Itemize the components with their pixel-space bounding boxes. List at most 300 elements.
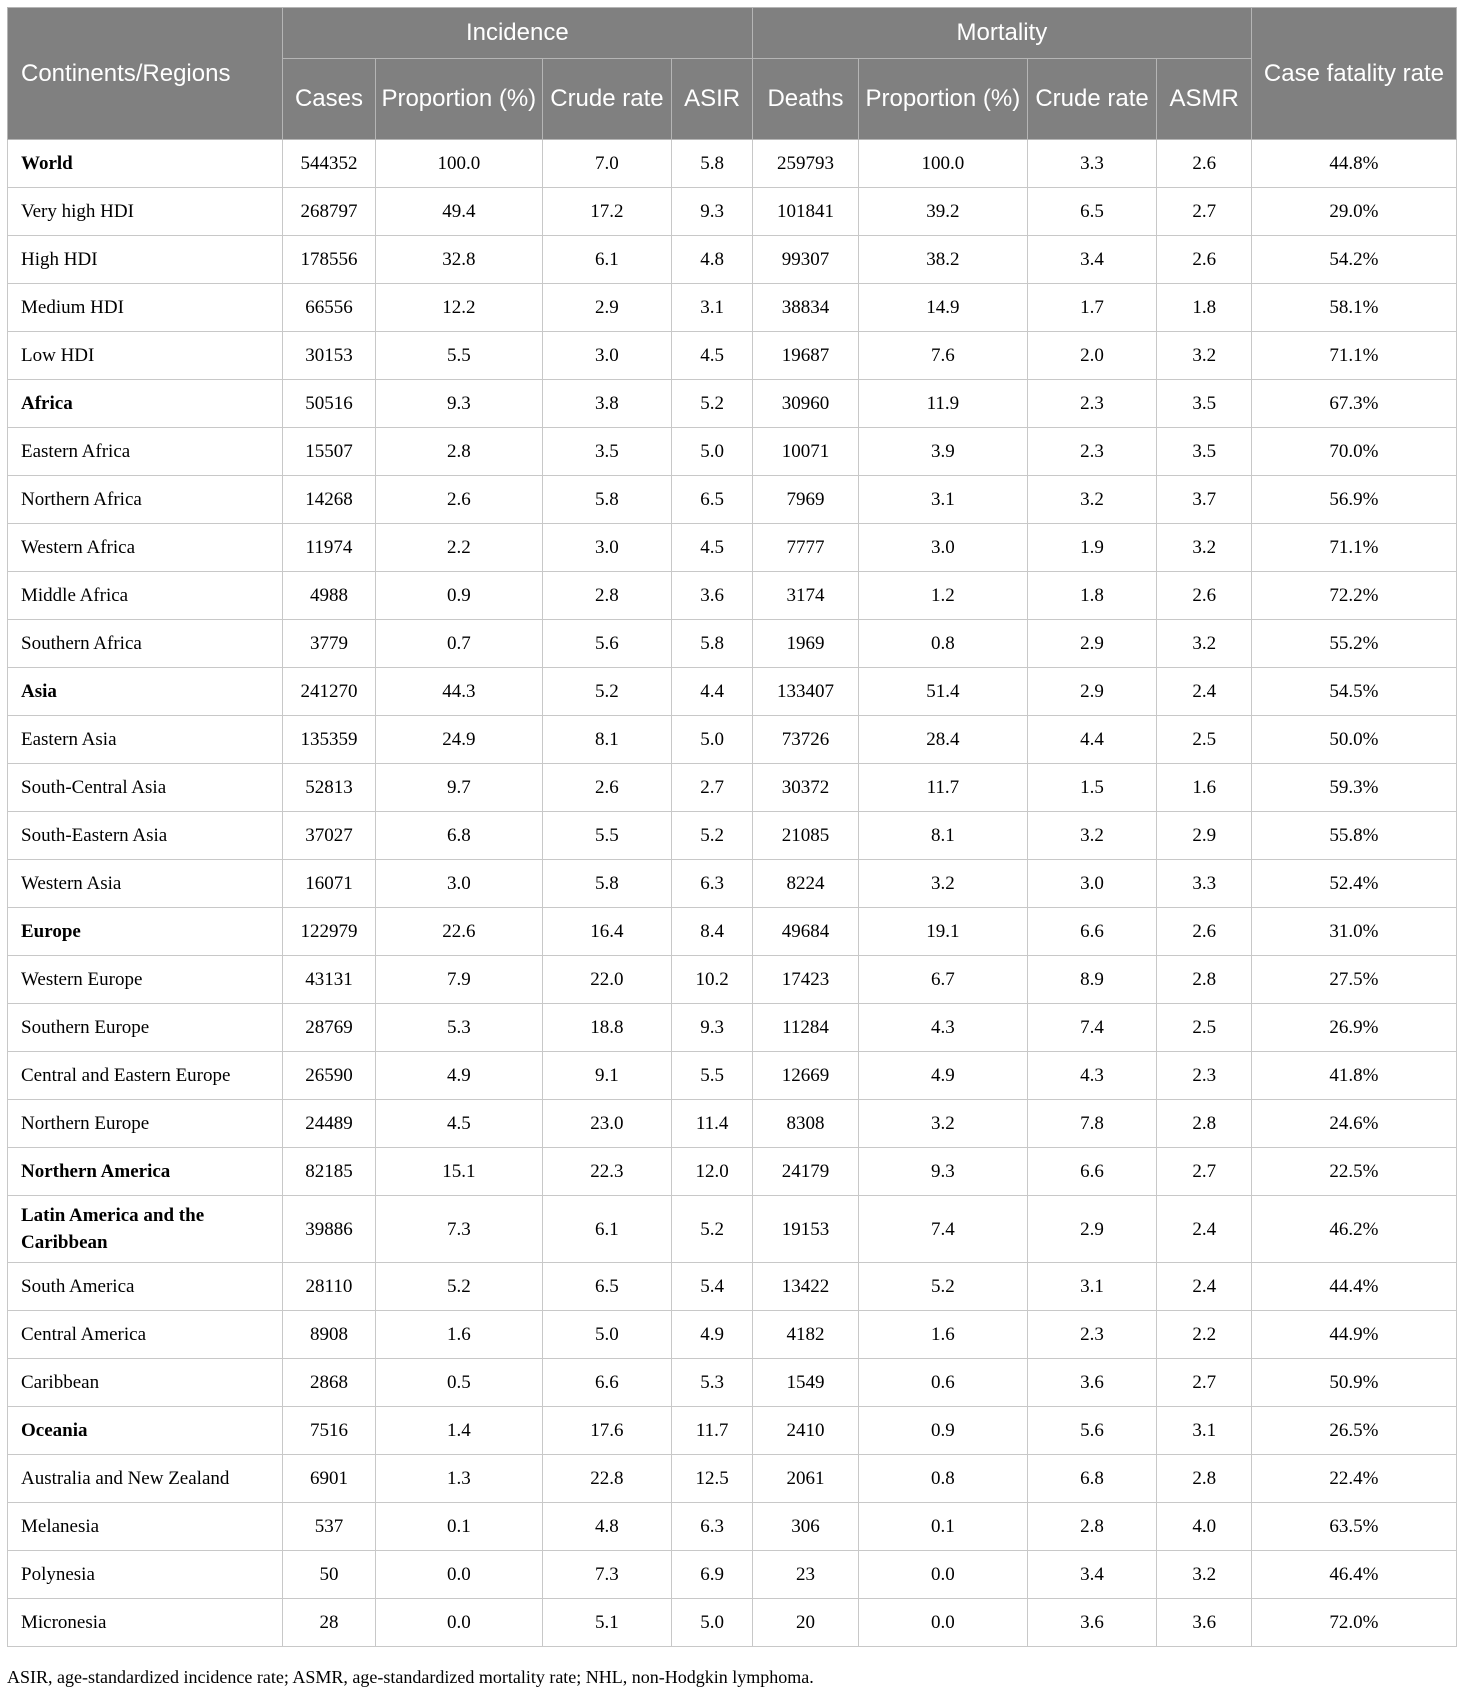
value-cell: 0.8 bbox=[859, 620, 1028, 668]
value-cell: 2.8 bbox=[1027, 1503, 1157, 1551]
value-cell: 17.6 bbox=[542, 1407, 672, 1455]
value-cell: 0.0 bbox=[376, 1551, 542, 1599]
table-row bbox=[8, 428, 1457, 476]
value-cell: 1.8 bbox=[1027, 572, 1157, 620]
value-cell: 6.9 bbox=[672, 1551, 753, 1599]
value-cell: 14.9 bbox=[859, 284, 1028, 332]
value-cell: 10071 bbox=[752, 428, 858, 476]
value-cell: 30153 bbox=[282, 332, 375, 380]
value-cell: 4182 bbox=[752, 1311, 858, 1359]
value-cell: 3.0 bbox=[1027, 860, 1157, 908]
value-cell: 3.6 bbox=[1157, 1599, 1251, 1647]
value-cell: 46.4% bbox=[1251, 1551, 1456, 1599]
value-cell: 3.1 bbox=[672, 284, 753, 332]
value-cell: 15.1 bbox=[376, 1148, 542, 1196]
value-cell: 7.3 bbox=[542, 1551, 672, 1599]
table-footnote: ASIR, age-standardized incidence rate; ASMR, age-standardized mortality rate; NHL, non-Hodgkin lymphoma. bbox=[7, 1667, 814, 1687]
value-cell: 3.5 bbox=[1157, 428, 1251, 476]
value-cell: 3.9 bbox=[859, 428, 1028, 476]
header-asir: ASIR bbox=[672, 59, 753, 140]
value-cell: 4.8 bbox=[672, 236, 753, 284]
table-row bbox=[8, 668, 1457, 716]
value-cell: 49.4 bbox=[376, 188, 542, 236]
value-cell: 268797 bbox=[282, 188, 375, 236]
value-cell: 6.6 bbox=[1027, 1148, 1157, 1196]
value-cell: 16.4 bbox=[542, 908, 672, 956]
header-cases: Cases bbox=[282, 59, 375, 140]
region-name-cell: Polynesia bbox=[8, 1551, 283, 1599]
value-cell: 14268 bbox=[282, 476, 375, 524]
table-row bbox=[8, 1196, 1457, 1263]
value-cell: 3.2 bbox=[859, 1100, 1028, 1148]
value-cell: 7.3 bbox=[376, 1196, 542, 1263]
header-incidence-crude-rate: Crude rate bbox=[542, 59, 672, 140]
value-cell: 8.1 bbox=[859, 812, 1028, 860]
value-cell: 5.2 bbox=[672, 812, 753, 860]
value-cell: 17.2 bbox=[542, 188, 672, 236]
value-cell: 54.2% bbox=[1251, 236, 1456, 284]
value-cell: 39886 bbox=[282, 1196, 375, 1263]
value-cell: 12.0 bbox=[672, 1148, 753, 1196]
value-cell: 22.6 bbox=[376, 908, 542, 956]
value-cell: 2.8 bbox=[1157, 1455, 1251, 1503]
value-cell: 8.1 bbox=[542, 716, 672, 764]
value-cell: 49684 bbox=[752, 908, 858, 956]
value-cell: 1.5 bbox=[1027, 764, 1157, 812]
region-name-cell: Micronesia bbox=[8, 1599, 283, 1647]
value-cell: 0.0 bbox=[376, 1599, 542, 1647]
value-cell: 3.2 bbox=[1157, 620, 1251, 668]
value-cell: 0.1 bbox=[376, 1503, 542, 1551]
value-cell: 6.6 bbox=[1027, 908, 1157, 956]
region-name-cell: Melanesia bbox=[8, 1503, 283, 1551]
table-row bbox=[8, 812, 1457, 860]
value-cell: 4.3 bbox=[1027, 1052, 1157, 1100]
value-cell: 30960 bbox=[752, 380, 858, 428]
region-name-cell: Europe bbox=[8, 908, 283, 956]
value-cell: 6.7 bbox=[859, 956, 1028, 1004]
table-row bbox=[8, 284, 1457, 332]
value-cell: 5.5 bbox=[376, 332, 542, 380]
region-name-cell: Low HDI bbox=[8, 332, 283, 380]
value-cell: 9.3 bbox=[376, 380, 542, 428]
value-cell: 5.8 bbox=[542, 860, 672, 908]
value-cell: 82185 bbox=[282, 1148, 375, 1196]
value-cell: 22.5% bbox=[1251, 1148, 1456, 1196]
value-cell: 26.9% bbox=[1251, 1004, 1456, 1052]
value-cell: 3.3 bbox=[1027, 140, 1157, 188]
value-cell: 122979 bbox=[282, 908, 375, 956]
value-cell: 7.4 bbox=[859, 1196, 1028, 1263]
value-cell: 4.9 bbox=[859, 1052, 1028, 1100]
value-cell: 1.6 bbox=[859, 1311, 1028, 1359]
table-row bbox=[8, 1359, 1457, 1407]
region-name-cell: South America bbox=[8, 1263, 283, 1311]
value-cell: 2.5 bbox=[1157, 716, 1251, 764]
value-cell: 259793 bbox=[752, 140, 858, 188]
value-cell: 67.3% bbox=[1251, 380, 1456, 428]
region-name-cell: South-Eastern Asia bbox=[8, 812, 283, 860]
header-incidence-proportion: Proportion (%) bbox=[376, 59, 542, 140]
value-cell: 0.9 bbox=[859, 1407, 1028, 1455]
value-cell: 11284 bbox=[752, 1004, 858, 1052]
value-cell: 5.2 bbox=[672, 380, 753, 428]
value-cell: 6.8 bbox=[376, 812, 542, 860]
value-cell: 4.5 bbox=[672, 524, 753, 572]
value-cell: 6901 bbox=[282, 1455, 375, 1503]
value-cell: 9.3 bbox=[672, 188, 753, 236]
region-name-cell: Western Africa bbox=[8, 524, 283, 572]
region-name-cell: Northern Africa bbox=[8, 476, 283, 524]
value-cell: 5.1 bbox=[542, 1599, 672, 1647]
value-cell: 58.1% bbox=[1251, 284, 1456, 332]
header-incidence: Incidence bbox=[282, 8, 752, 59]
table-row bbox=[8, 1004, 1457, 1052]
value-cell: 2.7 bbox=[672, 764, 753, 812]
region-name-cell: Middle Africa bbox=[8, 572, 283, 620]
value-cell: 17423 bbox=[752, 956, 858, 1004]
value-cell: 24.6% bbox=[1251, 1100, 1456, 1148]
value-cell: 0.5 bbox=[376, 1359, 542, 1407]
value-cell: 2.8 bbox=[542, 572, 672, 620]
value-cell: 2.3 bbox=[1157, 1052, 1251, 1100]
value-cell: 5.8 bbox=[672, 620, 753, 668]
value-cell: 44.9% bbox=[1251, 1311, 1456, 1359]
value-cell: 26.5% bbox=[1251, 1407, 1456, 1455]
value-cell: 5.6 bbox=[542, 620, 672, 668]
value-cell: 2.7 bbox=[1157, 188, 1251, 236]
value-cell: 2.9 bbox=[1027, 668, 1157, 716]
value-cell: 24179 bbox=[752, 1148, 858, 1196]
value-cell: 1.3 bbox=[376, 1455, 542, 1503]
table-row bbox=[8, 188, 1457, 236]
value-cell: 13422 bbox=[752, 1263, 858, 1311]
value-cell: 1.9 bbox=[1027, 524, 1157, 572]
value-cell: 15507 bbox=[282, 428, 375, 476]
region-name-cell: Asia bbox=[8, 668, 283, 716]
value-cell: 3.6 bbox=[1027, 1599, 1157, 1647]
value-cell: 0.0 bbox=[859, 1551, 1028, 1599]
value-cell: 7777 bbox=[752, 524, 858, 572]
value-cell: 55.2% bbox=[1251, 620, 1456, 668]
value-cell: 6.5 bbox=[1027, 188, 1157, 236]
value-cell: 11.7 bbox=[672, 1407, 753, 1455]
value-cell: 52.4% bbox=[1251, 860, 1456, 908]
table-row bbox=[8, 1052, 1457, 1100]
table-row bbox=[8, 380, 1457, 428]
value-cell: 7969 bbox=[752, 476, 858, 524]
value-cell: 2.5 bbox=[1157, 1004, 1251, 1052]
value-cell: 56.9% bbox=[1251, 476, 1456, 524]
value-cell: 2.6 bbox=[1157, 572, 1251, 620]
value-cell: 2.3 bbox=[1027, 380, 1157, 428]
value-cell: 6.5 bbox=[672, 476, 753, 524]
value-cell: 44.3 bbox=[376, 668, 542, 716]
table-row bbox=[8, 860, 1457, 908]
value-cell: 537 bbox=[282, 1503, 375, 1551]
value-cell: 22.4% bbox=[1251, 1455, 1456, 1503]
value-cell: 3.0 bbox=[542, 524, 672, 572]
value-cell: 3.7 bbox=[1157, 476, 1251, 524]
value-cell: 11.7 bbox=[859, 764, 1028, 812]
table-row bbox=[8, 332, 1457, 380]
value-cell: 2.6 bbox=[1157, 908, 1251, 956]
value-cell: 54.5% bbox=[1251, 668, 1456, 716]
value-cell: 2.9 bbox=[542, 284, 672, 332]
value-cell: 2.9 bbox=[1027, 620, 1157, 668]
value-cell: 3174 bbox=[752, 572, 858, 620]
region-name-cell: Northern America bbox=[8, 1148, 283, 1196]
value-cell: 3.0 bbox=[376, 860, 542, 908]
value-cell: 2.6 bbox=[542, 764, 672, 812]
value-cell: 2.6 bbox=[1157, 140, 1251, 188]
region-name-cell: High HDI bbox=[8, 236, 283, 284]
incidence-mortality-table bbox=[7, 7, 1457, 1647]
value-cell: 31.0% bbox=[1251, 908, 1456, 956]
header-asmr: ASMR bbox=[1157, 59, 1251, 140]
value-cell: 63.5% bbox=[1251, 1503, 1456, 1551]
value-cell: 3.2 bbox=[1157, 332, 1251, 380]
value-cell: 5.5 bbox=[542, 812, 672, 860]
region-name-cell: Eastern Asia bbox=[8, 716, 283, 764]
value-cell: 2868 bbox=[282, 1359, 375, 1407]
table-row bbox=[8, 1148, 1457, 1196]
value-cell: 50.9% bbox=[1251, 1359, 1456, 1407]
value-cell: 6.5 bbox=[542, 1263, 672, 1311]
table-row bbox=[8, 1503, 1457, 1551]
table-row bbox=[8, 1100, 1457, 1148]
value-cell: 5.5 bbox=[672, 1052, 753, 1100]
value-cell: 100.0 bbox=[859, 140, 1028, 188]
region-name-cell: Caribbean bbox=[8, 1359, 283, 1407]
value-cell: 4.4 bbox=[1027, 716, 1157, 764]
value-cell: 5.0 bbox=[672, 1599, 753, 1647]
table-row bbox=[8, 1455, 1457, 1503]
region-name-cell: Western Europe bbox=[8, 956, 283, 1004]
value-cell: 23 bbox=[752, 1551, 858, 1599]
value-cell: 7.8 bbox=[1027, 1100, 1157, 1148]
value-cell: 44.8% bbox=[1251, 140, 1456, 188]
value-cell: 5.2 bbox=[542, 668, 672, 716]
value-cell: 50.0% bbox=[1251, 716, 1456, 764]
value-cell: 21085 bbox=[752, 812, 858, 860]
header-mortality-crude-rate: Crude rate bbox=[1027, 59, 1157, 140]
value-cell: 11.9 bbox=[859, 380, 1028, 428]
value-cell: 3.6 bbox=[1027, 1359, 1157, 1407]
value-cell: 72.0% bbox=[1251, 1599, 1456, 1647]
value-cell: 6.6 bbox=[542, 1359, 672, 1407]
value-cell: 19687 bbox=[752, 332, 858, 380]
value-cell: 8308 bbox=[752, 1100, 858, 1148]
region-name-cell: Latin America and the Caribbean bbox=[8, 1196, 283, 1263]
table-row bbox=[8, 572, 1457, 620]
value-cell: 24489 bbox=[282, 1100, 375, 1148]
table-row bbox=[8, 1311, 1457, 1359]
value-cell: 5.2 bbox=[376, 1263, 542, 1311]
value-cell: 66556 bbox=[282, 284, 375, 332]
value-cell: 5.4 bbox=[672, 1263, 753, 1311]
value-cell: 10.2 bbox=[672, 956, 753, 1004]
value-cell: 3.1 bbox=[1157, 1407, 1251, 1455]
value-cell: 38834 bbox=[752, 284, 858, 332]
value-cell: 73726 bbox=[752, 716, 858, 764]
value-cell: 5.6 bbox=[1027, 1407, 1157, 1455]
value-cell: 3.2 bbox=[1157, 1551, 1251, 1599]
value-cell: 2.2 bbox=[1157, 1311, 1251, 1359]
table-row bbox=[8, 716, 1457, 764]
value-cell: 2410 bbox=[752, 1407, 858, 1455]
value-cell: 5.2 bbox=[672, 1196, 753, 1263]
value-cell: 3.5 bbox=[1157, 380, 1251, 428]
value-cell: 11.4 bbox=[672, 1100, 753, 1148]
region-name-cell: Northern Europe bbox=[8, 1100, 283, 1148]
value-cell: 6.3 bbox=[672, 860, 753, 908]
table-row bbox=[8, 956, 1457, 1004]
value-cell: 4.5 bbox=[376, 1100, 542, 1148]
value-cell: 1969 bbox=[752, 620, 858, 668]
value-cell: 135359 bbox=[282, 716, 375, 764]
table-row bbox=[8, 620, 1457, 668]
value-cell: 5.3 bbox=[672, 1359, 753, 1407]
table-row bbox=[8, 908, 1457, 956]
value-cell: 28110 bbox=[282, 1263, 375, 1311]
value-cell: 3.4 bbox=[1027, 1551, 1157, 1599]
value-cell: 0.9 bbox=[376, 572, 542, 620]
value-cell: 72.2% bbox=[1251, 572, 1456, 620]
value-cell: 8908 bbox=[282, 1311, 375, 1359]
value-cell: 22.3 bbox=[542, 1148, 672, 1196]
value-cell: 3.2 bbox=[1027, 812, 1157, 860]
value-cell: 3.0 bbox=[859, 524, 1028, 572]
header-deaths: Deaths bbox=[752, 59, 858, 140]
value-cell: 1.6 bbox=[1157, 764, 1251, 812]
value-cell: 59.3% bbox=[1251, 764, 1456, 812]
value-cell: 9.1 bbox=[542, 1052, 672, 1100]
value-cell: 9.3 bbox=[859, 1148, 1028, 1196]
value-cell: 2.9 bbox=[1027, 1196, 1157, 1263]
value-cell: 50516 bbox=[282, 380, 375, 428]
value-cell: 0.7 bbox=[376, 620, 542, 668]
value-cell: 3.2 bbox=[1157, 524, 1251, 572]
value-cell: 178556 bbox=[282, 236, 375, 284]
value-cell: 22.0 bbox=[542, 956, 672, 1004]
region-name-cell: Medium HDI bbox=[8, 284, 283, 332]
value-cell: 1.6 bbox=[376, 1311, 542, 1359]
table-row bbox=[8, 140, 1457, 188]
region-name-cell: Southern Africa bbox=[8, 620, 283, 668]
value-cell: 2.6 bbox=[376, 476, 542, 524]
value-cell: 29.0% bbox=[1251, 188, 1456, 236]
region-name-cell: Western Asia bbox=[8, 860, 283, 908]
value-cell: 306 bbox=[752, 1503, 858, 1551]
region-name-cell: Africa bbox=[8, 380, 283, 428]
value-cell: 28.4 bbox=[859, 716, 1028, 764]
region-name-cell: World bbox=[8, 140, 283, 188]
value-cell: 9.3 bbox=[672, 1004, 753, 1052]
value-cell: 8224 bbox=[752, 860, 858, 908]
value-cell: 4.4 bbox=[672, 668, 753, 716]
value-cell: 2.4 bbox=[1157, 1263, 1251, 1311]
value-cell: 38.2 bbox=[859, 236, 1028, 284]
value-cell: 12.5 bbox=[672, 1455, 753, 1503]
value-cell: 7.0 bbox=[542, 140, 672, 188]
value-cell: 43131 bbox=[282, 956, 375, 1004]
region-name-cell: Central and Eastern Europe bbox=[8, 1052, 283, 1100]
region-name-cell: Oceania bbox=[8, 1407, 283, 1455]
value-cell: 12669 bbox=[752, 1052, 858, 1100]
value-cell: 5.8 bbox=[542, 476, 672, 524]
value-cell: 55.8% bbox=[1251, 812, 1456, 860]
value-cell: 2.8 bbox=[1157, 1100, 1251, 1148]
header-mortality: Mortality bbox=[752, 8, 1251, 59]
data-table-container bbox=[7, 7, 1457, 1647]
value-cell: 6.8 bbox=[1027, 1455, 1157, 1503]
value-cell: 5.0 bbox=[672, 716, 753, 764]
value-cell: 52813 bbox=[282, 764, 375, 812]
table-body bbox=[8, 140, 1457, 1647]
value-cell: 8.9 bbox=[1027, 956, 1157, 1004]
value-cell: 22.8 bbox=[542, 1455, 672, 1503]
value-cell: 20 bbox=[752, 1599, 858, 1647]
table-row bbox=[8, 236, 1457, 284]
value-cell: 28769 bbox=[282, 1004, 375, 1052]
value-cell: 4.5 bbox=[672, 332, 753, 380]
value-cell: 5.8 bbox=[672, 140, 753, 188]
value-cell: 1.4 bbox=[376, 1407, 542, 1455]
value-cell: 32.8 bbox=[376, 236, 542, 284]
table-row bbox=[8, 1263, 1457, 1311]
value-cell: 3.3 bbox=[1157, 860, 1251, 908]
value-cell: 18.8 bbox=[542, 1004, 672, 1052]
value-cell: 4.3 bbox=[859, 1004, 1028, 1052]
value-cell: 2.2 bbox=[376, 524, 542, 572]
value-cell: 100.0 bbox=[376, 140, 542, 188]
region-name-cell: Southern Europe bbox=[8, 1004, 283, 1052]
value-cell: 19153 bbox=[752, 1196, 858, 1263]
value-cell: 2061 bbox=[752, 1455, 858, 1503]
value-cell: 3.8 bbox=[542, 380, 672, 428]
value-cell: 3.0 bbox=[542, 332, 672, 380]
value-cell: 6.1 bbox=[542, 1196, 672, 1263]
value-cell: 50 bbox=[282, 1551, 375, 1599]
table-row bbox=[8, 1407, 1457, 1455]
value-cell: 70.0% bbox=[1251, 428, 1456, 476]
value-cell: 26590 bbox=[282, 1052, 375, 1100]
value-cell: 5.0 bbox=[542, 1311, 672, 1359]
value-cell: 101841 bbox=[752, 188, 858, 236]
value-cell: 3.4 bbox=[1027, 236, 1157, 284]
value-cell: 8.4 bbox=[672, 908, 753, 956]
value-cell: 2.6 bbox=[1157, 236, 1251, 284]
value-cell: 27.5% bbox=[1251, 956, 1456, 1004]
value-cell: 1549 bbox=[752, 1359, 858, 1407]
value-cell: 544352 bbox=[282, 140, 375, 188]
value-cell: 4.9 bbox=[376, 1052, 542, 1100]
value-cell: 3.1 bbox=[859, 476, 1028, 524]
value-cell: 6.3 bbox=[672, 1503, 753, 1551]
value-cell: 4.0 bbox=[1157, 1503, 1251, 1551]
value-cell: 3779 bbox=[282, 620, 375, 668]
value-cell: 241270 bbox=[282, 668, 375, 716]
value-cell: 5.0 bbox=[672, 428, 753, 476]
value-cell: 1.8 bbox=[1157, 284, 1251, 332]
value-cell: 71.1% bbox=[1251, 524, 1456, 572]
header-mortality-proportion: Proportion (%) bbox=[859, 59, 1028, 140]
value-cell: 2.8 bbox=[1157, 956, 1251, 1004]
table-row bbox=[8, 476, 1457, 524]
value-cell: 4.8 bbox=[542, 1503, 672, 1551]
value-cell: 5.3 bbox=[376, 1004, 542, 1052]
